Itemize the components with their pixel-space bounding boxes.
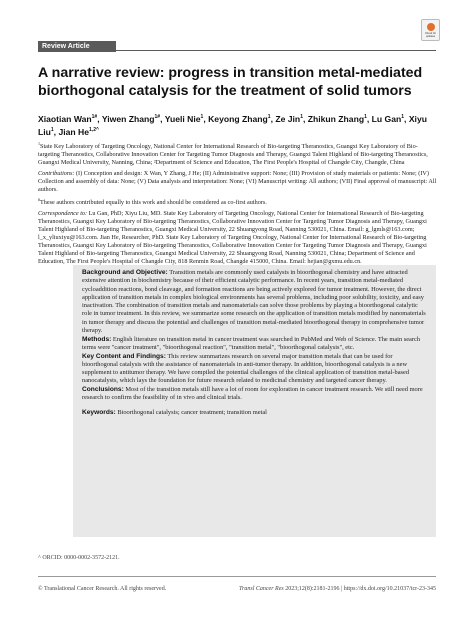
- article-title: A narrative review: progress in transition metal-mediated biorthogonal catalysis for the treatment of solid tumors: [38, 65, 423, 99]
- author-affil: 1: [267, 114, 271, 120]
- abstract-box: [73, 265, 436, 537]
- author-affil: 1: [364, 114, 367, 120]
- check-for-updates-badge[interactable]: [421, 19, 440, 41]
- journal-name: Transl Cancer Res: [239, 586, 284, 592]
- author-name: Xiaotian Wan: [38, 113, 92, 124]
- header-rule: [38, 50, 436, 51]
- author-name: Lu Gan: [371, 113, 402, 124]
- author-affil: 1#: [154, 114, 161, 120]
- author-affil: 1: [50, 126, 54, 133]
- correspondence: Correspondence to: Lu Gan, PhD; Xiyu Liu, MD. State Key Laboratory of Targeting Oncology, National Center for International Research of Bio-targeting Theranostics, Guangxi Key Laboratory of Bio-targeting Theranostics, Collaborative Innovation Center for Targeting Tumor Diagnosis and Therapy, Guangxi Talent Highland of Bio-targeting Theranostics, Guangxi Medical University, 22 Shuangyong Road, Nanning 530021, China. Email: g_lgmls@163.com; l_x_yliuxiyu@163.com. Jian He, Researcher, PhD. State Key Laboratory of Targeting Oncology, National Center for International Research of Bio-targeting Theranostics, Guangxi Key Laboratory of Bio-targeting Theranostics, Collaborative Innovation Center for Targeting Tumor Diagnosis and Therapy, Guangxi Talent Highland of Bio-targeting Theranostics, Guangxi Medical University, 22 Shuangyong Road, Nanning 530021, China; Department of Science and Education, The First People's Hospital of Changde City, 818 Renmin Road, Changde 415000, China. Email: hejian@gxmu.edu.cn.: [38, 209, 427, 265]
- citation: [220, 586, 436, 592]
- check-updates-label: Check for updates: [424, 31, 437, 38]
- author-name: Jian He: [58, 126, 90, 137]
- abstract-findings: Key Content and Findings: This review summarizes research on several major transition metals that can be used for bioorthogonal catalysis with the assistance of nanomaterials in anti-tumor therapy. In addition, bioorthogonal catalysis is a new supplement to antitumor therapy. We have compiled the potential challenges of the clinical application of transition metal-based nanocatalysts, which lays the foundation for future research related to medicinal chemistry and targeted cancer therapy.: [82, 352, 410, 385]
- author-name: Yueli Nie: [164, 113, 201, 124]
- author-name: Keyong Zhang: [208, 113, 268, 124]
- affiliations: $^1$State Key Laboratory of Targeting Oncology, National Center for International Research of Bio-targeting Theranostics, Guangxi Key Laboratory of Bio-targeting Theranostics, Collaborative Innovation Center for Targeting Tumor Diagnosis and Therapy, Guangxi Talent Highland of Bio-targeting Theranostics, Guangxi Medical University, Nanning, China; ²Department of Science and Education, The First People's Hospital of Changde City, Changde, China: [38, 141, 428, 167]
- article-type-banner: Review Article: [38, 41, 116, 52]
- author-name: Yiwen Zhang: [101, 113, 155, 124]
- author-name: Xiyu Liu: [38, 113, 427, 137]
- author-affil: 1: [200, 114, 204, 120]
- author-affil: 1: [401, 114, 405, 120]
- abstract-background: Background and Objective: Transition metals are commonly used catalysts in bioorthogonal chemistry and have attracted extensive attention in biochemistry because of their efficient catalytic performance. In recent years, transition metal-mediated cycloaddition reactions, bond cleavage, and formation reactions are being actively explored for tumor treatment. However, the direct application of transition metals in complex biological environments has several problems, including poor solubility, toxicity, and easy inactivation. The combination of transition metals and nanomaterials can solve those problems by playing a bioorthogonal catalytic role in tumor treatment. In this review, we summarize some research on the application of transition metals modified by nanomaterials in tumor therapy and discuss the potential and challenges of transition metal-mediated bioorthogonal therapy in comprehensive tumor therapy.: [82, 269, 426, 334]
- author-list: Xiaotian Wan$^{1\#}$, Yiwen Zhang$^{1\#}$, Yueli Nie$^1$, Keyong Zhang$^1$, Ze Jin$^1$, Zhikun Zhang$^1$, Lu Gan$^1$, Xiyu Liu$^1$, Jian $He^{1,2\^{}}$: [38, 113, 427, 137]
- author-affil: 1,2^: [89, 126, 99, 133]
- author-affil: 1: [300, 114, 303, 120]
- contributions: Contributions: (I) Conception and design: X Wan, Y Zhang, J He; (II) Administrative support: None; (III) Provision of study materials or patients: None; (IV) Collection and assembly of data: None; (V) Data analysis and interpretation: None; (VI) Manuscript writing: All authors; (VII) Final approval of manuscript: All authors.: [38, 169, 437, 193]
- abstract-keywords: Keywords: Bioorthogonal catalysis; cancer treatment; transition metal: [82, 408, 267, 416]
- copyright: © Translational Cancer Research. All rights reserved.: [38, 586, 167, 592]
- doi-link[interactable]: 2023;12(8):2181-2196 | https://dx.doi.org/10.21037/tcr-23-345: [285, 586, 436, 592]
- orcid-footnote: ^ ORCID: 0000-0002-3572-2121.: [38, 555, 120, 561]
- update-icon: [427, 23, 435, 31]
- abstract-conclusions: Conclusions: Most of the transition metals still have a lot of room for exploration in cancer treatment research. We still need more research to confirm the feasibility of in vivo and clinical trials.: [82, 386, 423, 402]
- equal-contribution-note: #These authors contributed equally to this work and should be considered as co-first authors.: [38, 197, 267, 207]
- author-name: Zhikun Zhang: [307, 113, 365, 124]
- footer-rule: [38, 576, 436, 577]
- author-affil: 1#: [91, 114, 98, 120]
- article-metadata: [38, 140, 438, 268]
- abstract-methods: Methods: English literature on transition metal in cancer treatment was searched in PubMed and Web of Science. The main search terms were "cancer treatment", "bioorthogonal reaction", "transition metal", "bioorthogonal catalysis", etc.: [82, 335, 421, 351]
- author-name: Ze Jin: [275, 113, 301, 124]
